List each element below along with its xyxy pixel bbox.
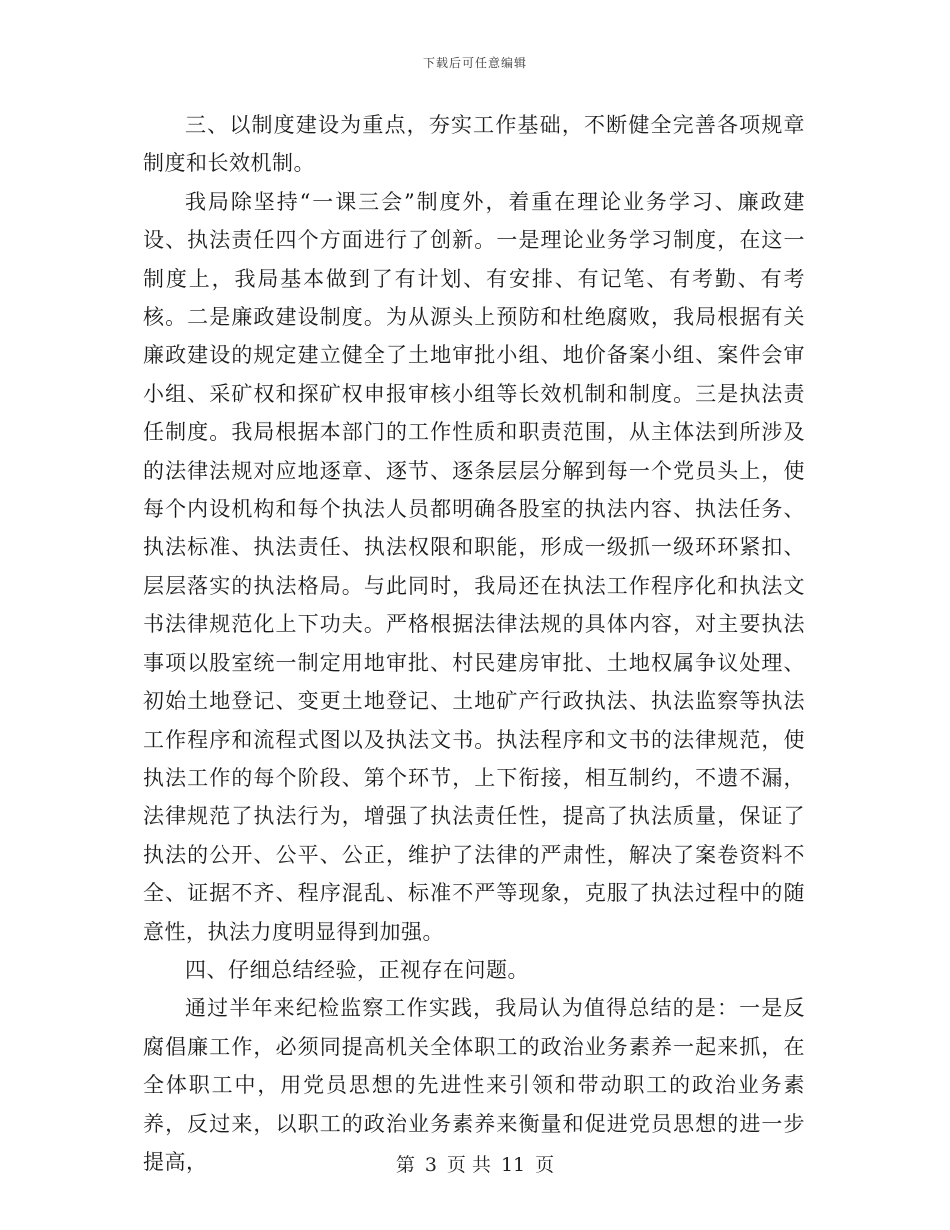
footer-suffix: 页 xyxy=(535,1154,555,1176)
page-header-note: 下载后可任意编辑 xyxy=(422,56,527,70)
paragraph-system-innovation: 我局除坚持“一课三会”制度外，着重在理论业务学习、廉政建设、执法责任四个方面进行了创新。一是理论业务学习制度，在这一制度上，我局基本做到了有计划、有安排、有记笔、有考勤、有考核。二是廉政建设制度。为从源头上预防和杜绝腐败，我局根据有关廉政建设的规定建立健全了土地审批小组、地价备案小组、案件会审小组、采矿权和探矿权申报审核小组等长效机制和制度。三是执法责任制度。我局根据本部门的工作性质和职责范围，从主体法到所涉及的法律法规对应地逐章、逐节、逐条层层分解到每一个党员头上，使每个内设机构和每个执法人员都明确各股室的执法内容、执法任务、执法标准、执法责任、执法权限和职能，形成一级抓一级环环紧扣、层层落实的执法格局。与此同时，我局还在执法工作程序化和执法文书法律规范化上下功夫。严格根据法律法规的具体内容，对主要执法事项以股室统一制定用地审批、村民建房审批、土地权属争议处理、初始土地登记、变更土地登记、土地矿产行政执法、执法监察等执法工作程序和流程式图以及执法文书。执法程序和文书的法律规范，使执法工作的每个阶段、第个环节，上下衔接，相互制约，不遗不漏，法律规范了执法行为，增强了执法责任性，提高了执法质量，保证了执法的公开、公平、公正，维护了法律的严肃性，解决了案卷资料不全、证据不齐、程序混乱、标准不严等现象，克服了执法过程中的随意性，执法力度明显得到加强。 xyxy=(143,189,805,944)
document-body xyxy=(143,106,805,1181)
paragraph-section-four-heading: 四、仔细总结经验，正视存在问题。 xyxy=(185,957,529,982)
footer-total-pages: 11 xyxy=(500,1154,526,1176)
paragraph-experience-summary: 通过半年来纪检监察工作实践，我局认为值得总结的是：一是反腐倡廉工作，必须同提高机关全体职工的政治业务素养一起来抓，在全体职工中，用党员思想的先进性来引领和带动职工的政治业务素养，反过来，以职工的政治业务素养来衡量和促进党员思想的进一步提高， xyxy=(143,996,805,1174)
footer-middle: 页 共 xyxy=(446,1154,491,1176)
page-number-footer xyxy=(0,1150,950,1177)
paragraph-section-three-heading: 三、以制度建设为重点，夯实工作基础，不断健全完善各项规章制度和长效机制。 xyxy=(143,113,805,176)
footer-prefix: 第 xyxy=(395,1154,415,1176)
footer-current-page: 3 xyxy=(424,1154,437,1176)
